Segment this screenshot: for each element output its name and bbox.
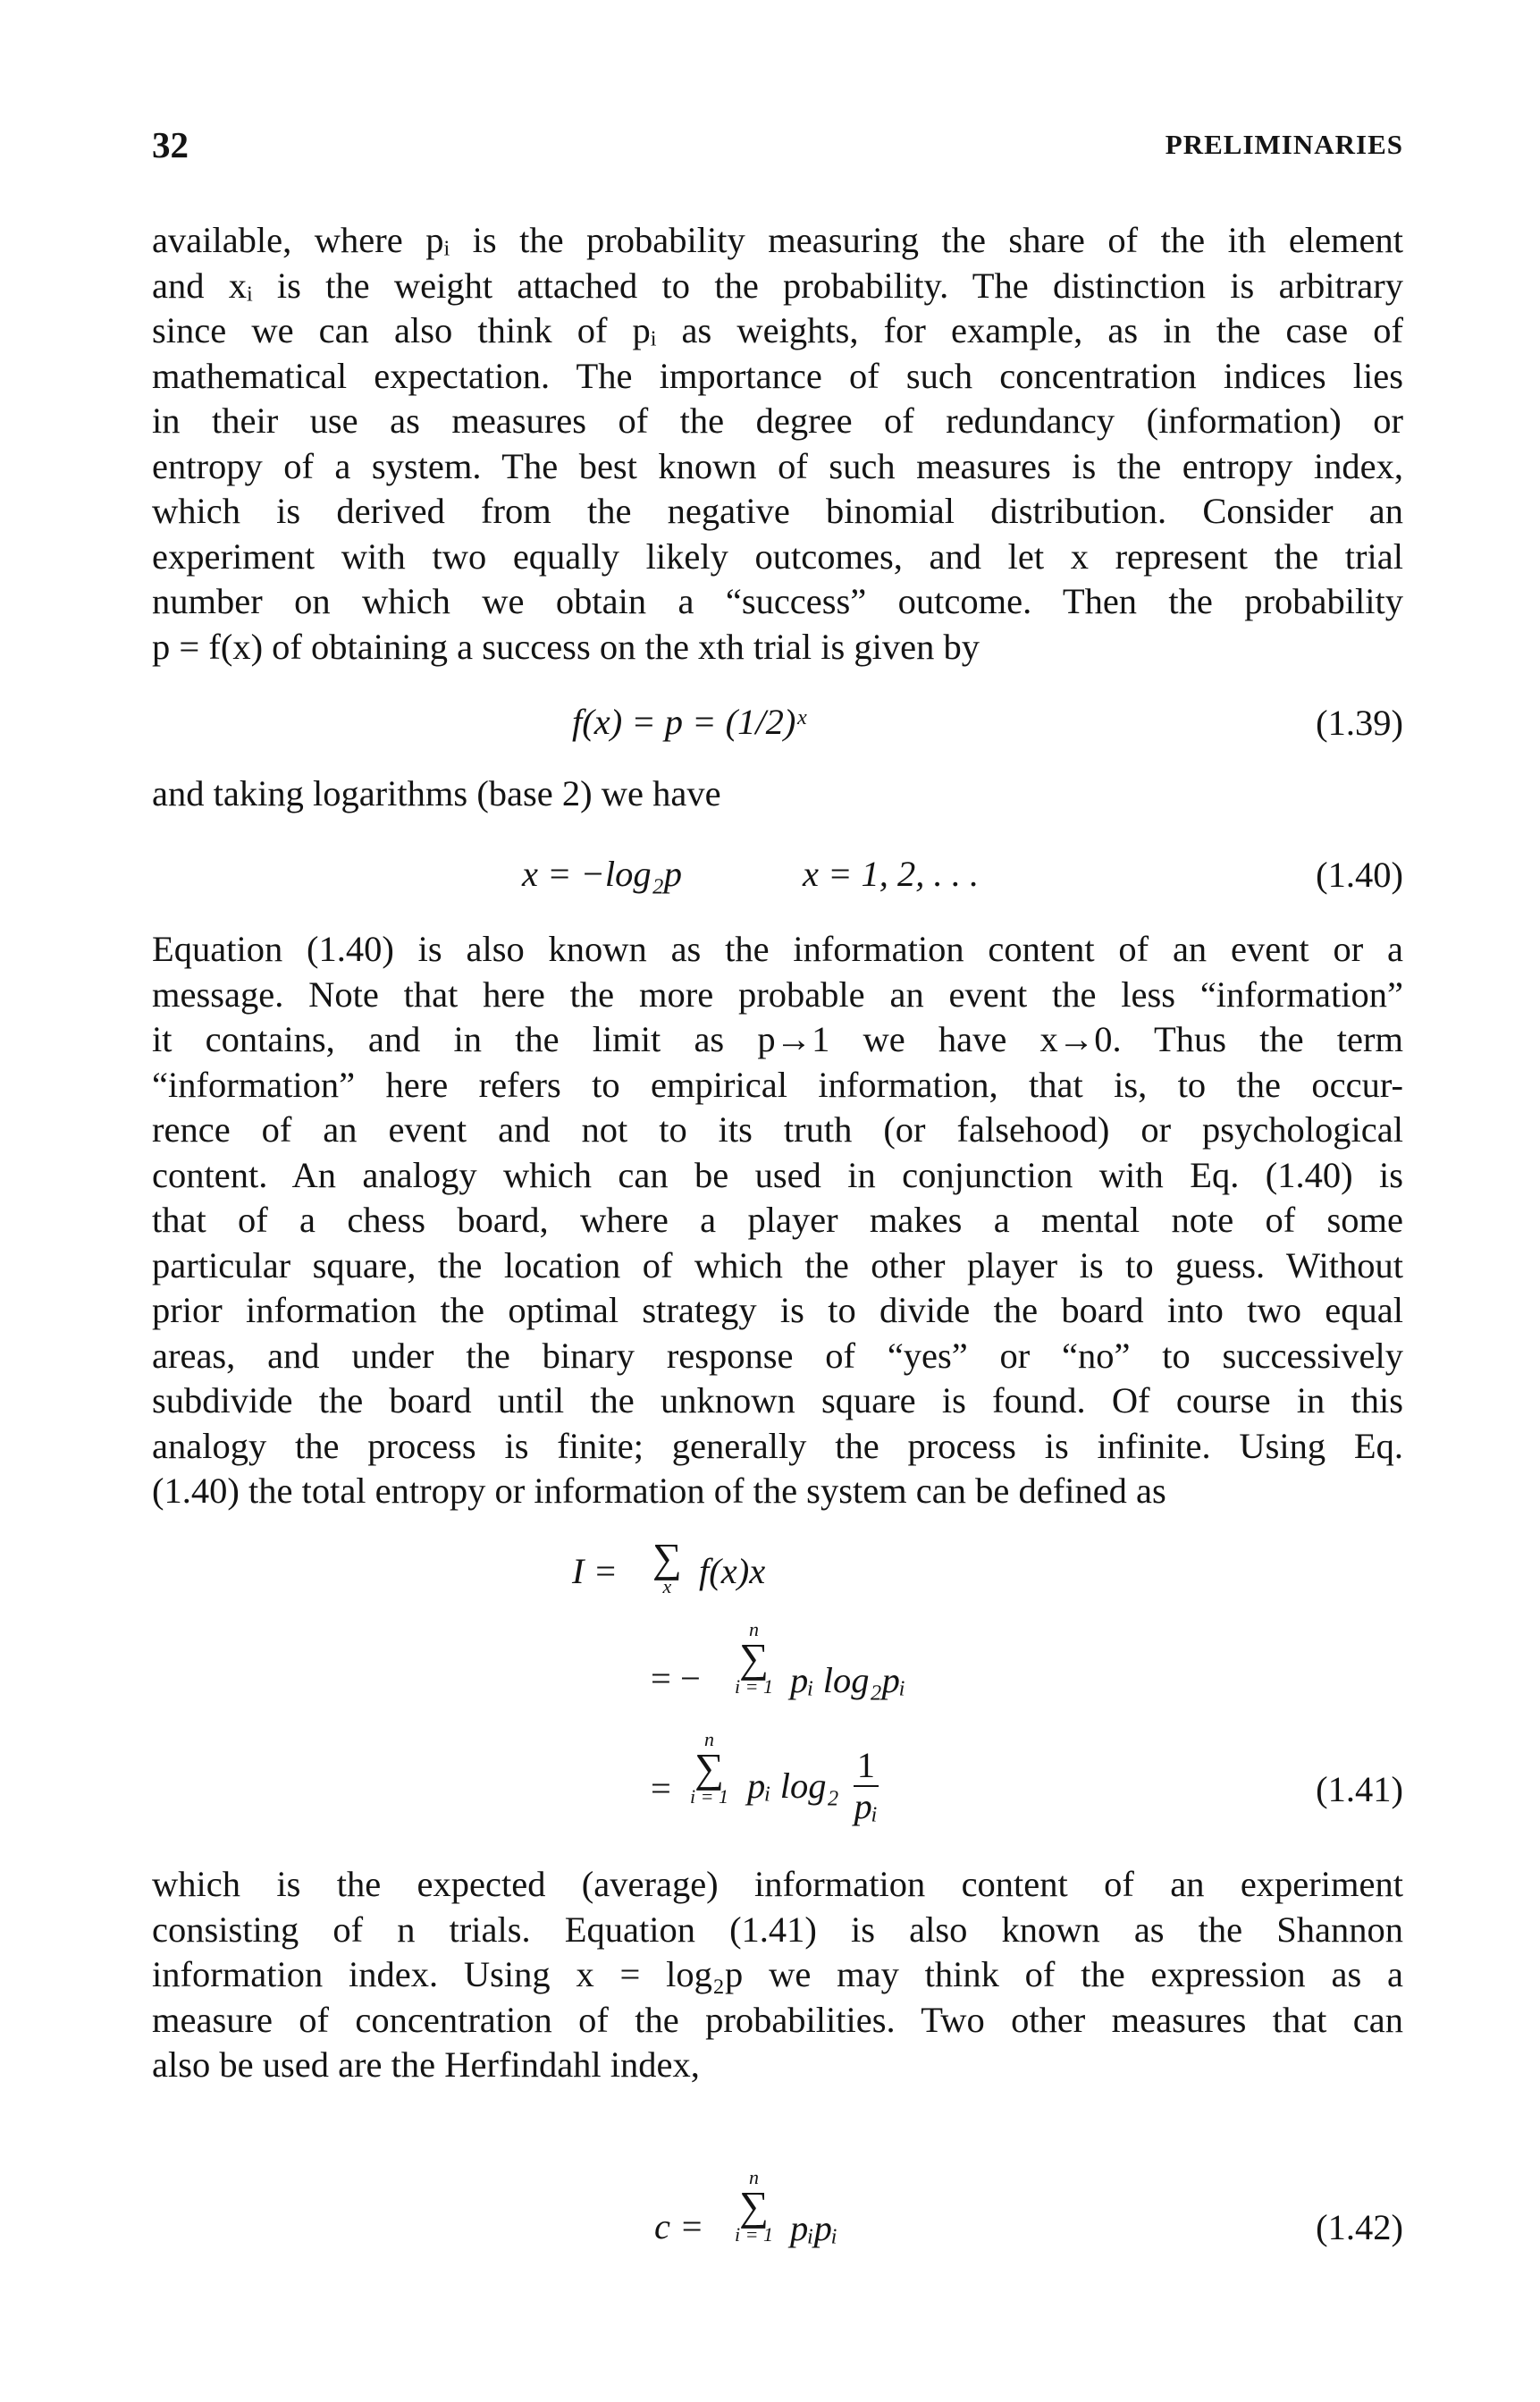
text-line: subdivide the board until the unknown square is found. Of course in this: [152, 1380, 1403, 1420]
paragraph-information-content: [152, 927, 1403, 1514]
text-line: “information” here refers to empirical information, that is, to the occur-: [152, 1064, 1403, 1105]
equation-body: f(x) = p = (1/2)ˣ: [572, 702, 806, 742]
fraction-denominator: pᵢ: [854, 1786, 879, 1826]
paragraph-intro: [152, 218, 1403, 670]
text-line: mathematical expectation. The importance of such concentration indices lies: [152, 355, 1403, 396]
text-line: also be used are the Herfindahl index,: [152, 2044, 700, 2085]
text-line: in their use as measures of the degree of redundancy (information) or: [152, 400, 1403, 441]
equation-number: (1.39): [1316, 703, 1403, 743]
sum-index: x: [662, 1575, 672, 1597]
equation-number: (1.40): [1316, 855, 1403, 895]
text-line: p = f(x) of obtaining a success on the xth trial is given by: [152, 626, 980, 667]
page-header: [152, 123, 1403, 177]
text-line: and xᵢ is the weight attached to the probability. The distinction is arbitrary: [152, 265, 1403, 306]
sigma-symbol: ∑: [652, 1535, 682, 1580]
text-line: content. An analogy which can be used in conjunction with Eq. (1.40) is: [152, 1154, 1403, 1195]
sum-lower-limit: i = 1: [735, 1675, 773, 1698]
text-line: message. Note that here the more probable an event the less “information”: [152, 973, 1403, 1015]
paragraph-shannon: [152, 1862, 1403, 2088]
equation-number: (1.42): [1316, 2207, 1403, 2247]
text-line: since we can also think of pᵢ as weights, for example, as in the case of: [152, 310, 1403, 350]
equation-lhs: = −: [651, 1658, 701, 1698]
text-line: (1.40) the total entropy or information of the system can be defined as: [152, 1471, 1166, 1511]
sum-upper-limit: n: [748, 1618, 759, 1640]
text-line: information index. Using x = log₂p we may think of the expression as a: [152, 1954, 1403, 1994]
text-line: and taking logarithms (base 2) we have: [152, 773, 721, 813]
summation: [690, 1730, 728, 1807]
equation-body: x = −log₂p: [522, 854, 682, 894]
text-line: which is the expected (average) information content of an experiment: [152, 1864, 1403, 1904]
sigma-symbol: ∑: [739, 1635, 769, 1681]
equation-1-41-line-2: [651, 1658, 701, 1699]
equation-body: f(x)x: [699, 1551, 766, 1591]
text-line: which is derived from the negative binomial distribution. Consider an: [152, 491, 1403, 531]
text-line: that of a chess board, where a player makes a mental note of some: [152, 1200, 1403, 1240]
sum-lower-limit: i = 1: [735, 2223, 773, 2246]
text-line: analogy the process is finite; generally the process is infinite. Using Eq.: [152, 1425, 1403, 1466]
equation-1-41-line-3: [651, 1768, 671, 1809]
summation: [735, 1620, 773, 1697]
text-line: consisting of n trials. Equation (1.41) is also known as the Shannon: [152, 1909, 1403, 1950]
sigma-symbol: ∑: [739, 2183, 769, 2229]
text-line: Equation (1.40) is also known as the information content of an event or a: [152, 929, 1403, 969]
page-number: 32: [152, 124, 189, 165]
sum-upper-limit: n: [703, 1728, 714, 1750]
text-line: prior information the optimal strategy is to divide the board into two equal: [152, 1290, 1403, 1330]
text-line: rence of an event and not to its truth (or falsehood) or psychological: [152, 1109, 1403, 1150]
text-line: experiment with two equally likely outcomes, and let x represent the trial: [152, 535, 1403, 577]
equation-lhs: c =: [654, 2206, 704, 2246]
equation-body: pᵢpᵢ: [790, 2208, 838, 2248]
equation-lhs: I =: [572, 1551, 618, 1591]
fraction-numerator: 1: [854, 1746, 879, 1787]
text-line: number on which we obtain a “success” outcome. Then the probability: [152, 581, 1403, 621]
equation-number: (1.41): [1316, 1769, 1403, 1809]
paragraph-logarithms: [152, 771, 1403, 817]
text-line: measure of concentration of the probabilities. Two other measures that can: [152, 1999, 1403, 2040]
fraction: [854, 1746, 879, 1826]
equation-1-42: [654, 2206, 703, 2247]
sigma-symbol: ∑: [694, 1745, 724, 1791]
text-line: available, where pᵢ is the probability measuring the share of the ith element: [152, 220, 1403, 260]
summation: [735, 2168, 773, 2245]
running-head: PRELIMINARIES: [1165, 129, 1403, 160]
text-line: it contains, and in the limit as p→1 we have x→0. Thus the term: [152, 1019, 1403, 1059]
equation-condition: x = 1, 2, . . .: [803, 854, 980, 894]
equation-1-41-line-1: [572, 1551, 618, 1592]
summation: [652, 1535, 682, 1597]
equation-1-40-right: [803, 854, 979, 895]
text-line: particular square, the location of which the other player is to guess. Without: [152, 1244, 1403, 1285]
sum-upper-limit: n: [748, 2166, 759, 2188]
equation-1-40-left: [522, 854, 682, 895]
sum-lower-limit: i = 1: [690, 1785, 728, 1808]
equation-1-39: [572, 702, 806, 743]
equation-body: pᵢ log₂pᵢ: [790, 1660, 906, 1700]
equation-body: pᵢ log₂ $\frac{1}{\text{pᵢ}}$: [747, 1745, 879, 1826]
text-line: areas, and under the binary response of “yes” or “no” to successively: [152, 1335, 1403, 1376]
text-line: entropy of a system. The best known of such measures is the entropy index,: [152, 445, 1403, 486]
equation-lhs: =: [651, 1768, 671, 1808]
